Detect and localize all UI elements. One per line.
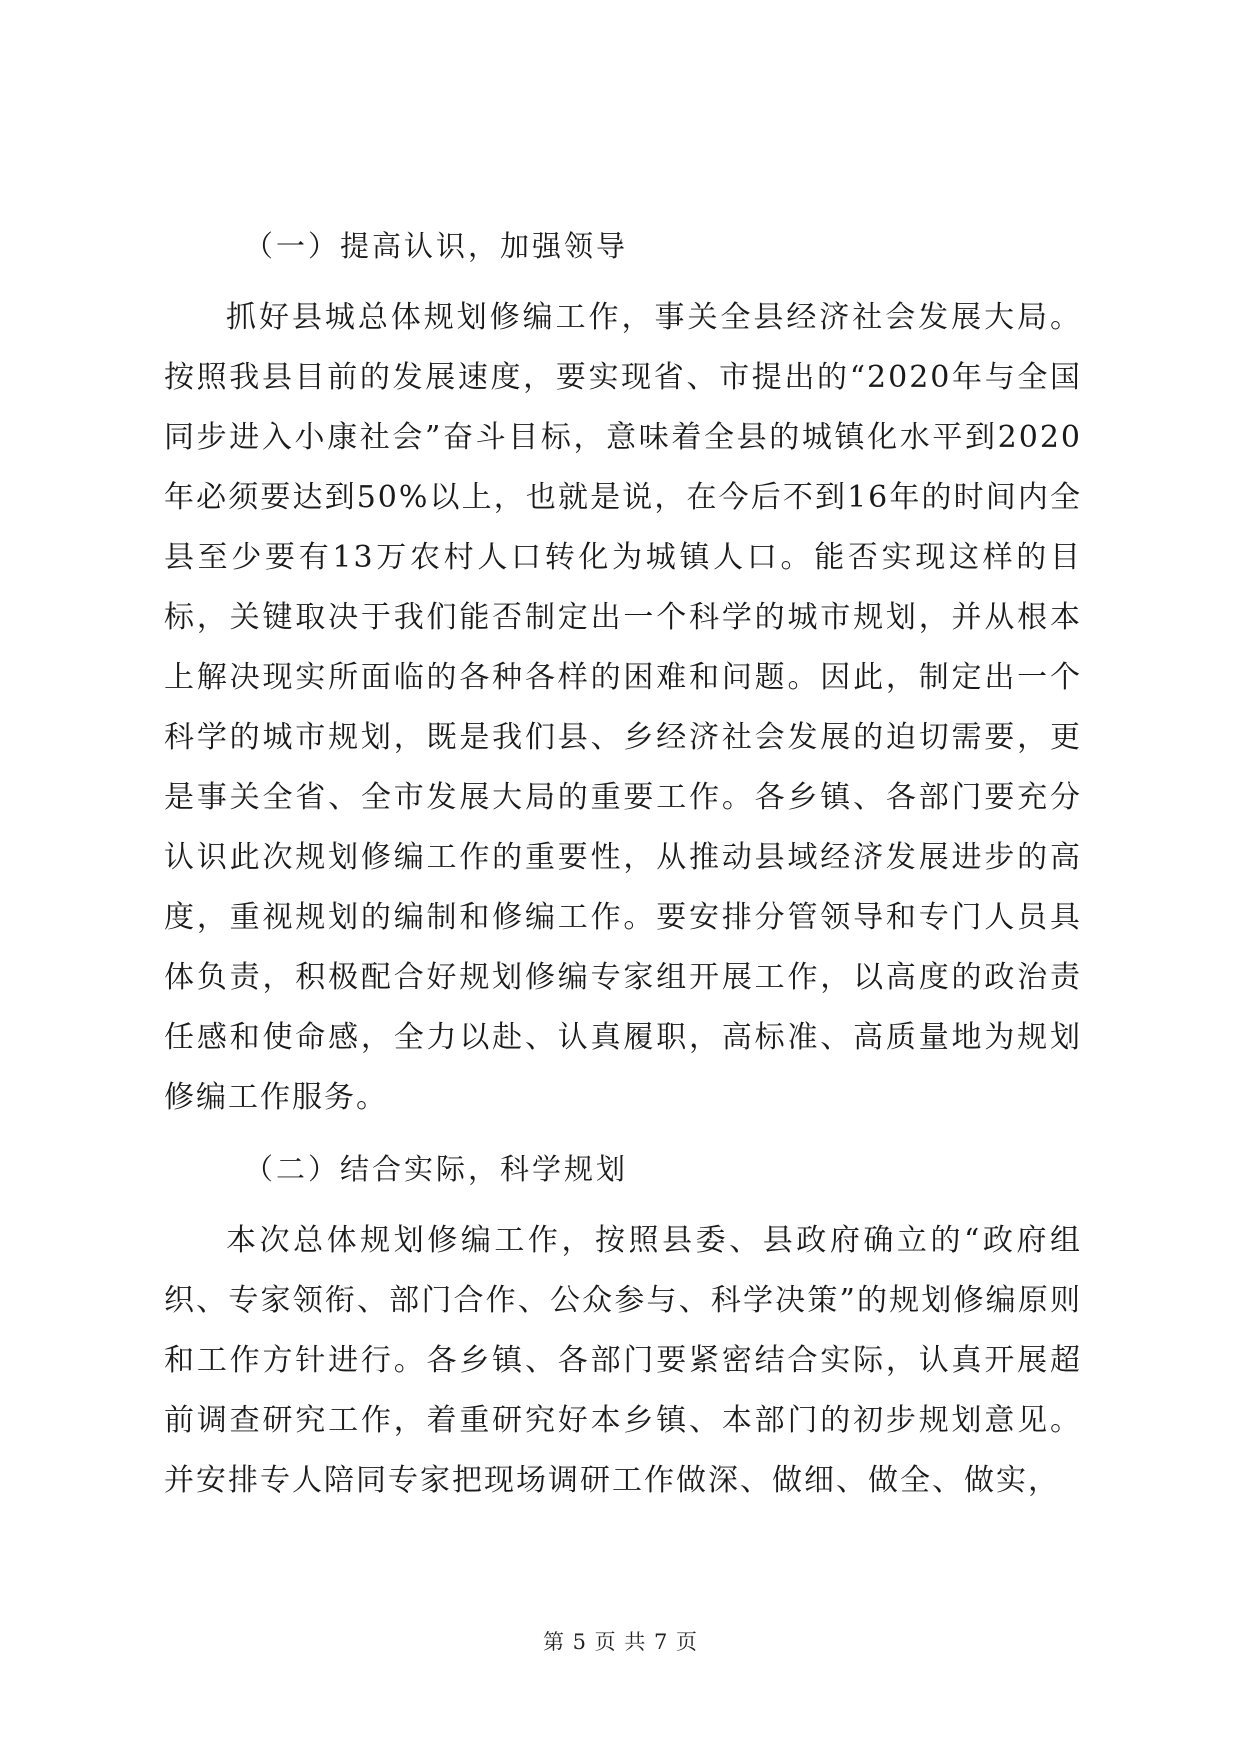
section-2-paragraph: 本次总体规划修编工作，按照县委、县政府确立的“政府组织、专家领衔、部门合作、公众参与、科学决策”的规划修编原则和工作方针进行。各乡镇、各部门要紧密结合实际，认真开展超前调查研究工作，着重研究好本乡镇、本部门的初步规划意见。并安排专人陪同专家把现场调研工作做深、做细、做全、做实， xyxy=(164,1223,1082,1498)
page-number-footer: 第 5 页 共 7 页 xyxy=(542,1630,699,1654)
section-1-paragraph: 抓好县城总体规划修编工作，事关全县经济社会发展大局。按照我县目前的发展速度，要实现省、市提出的“2020年与全国同步进入小康社会”奋斗目标，意味着全县的城镇化水平到2020年必须要达到50%以上，也就是说，在今后不到16年的时间内全县至少要有13万农村人口转化为城镇人口。能否实现这样的目标，关键取决于我们能否制定出一个科学的城市规划，并从根本上解决现实所面临的各种各样的困难和问题。因此，制定出一个科学的城市规划，既是我们县、乡经济社会发展的迫切需要，更是事关全省、全市发展大局的重要工作。各乡镇、各部门要充分认识此次规划修编工作的重要性，从推动县域经济发展进步的高度，重视规划的编制和修编工作。要安排分管领导和专门人员具体负责，积极配合好规划修编专家组开展工作，以高度的政治责任感和使命感，全力以赴、认真履职，高标准、高质量地为规划修编工作服务。 xyxy=(164,300,1082,1115)
document-body xyxy=(164,226,1082,1532)
section-2-heading: （二）结合实际，科学规划 xyxy=(244,1152,629,1186)
section-1-heading: （一）提高认识，加强领导 xyxy=(244,229,629,263)
